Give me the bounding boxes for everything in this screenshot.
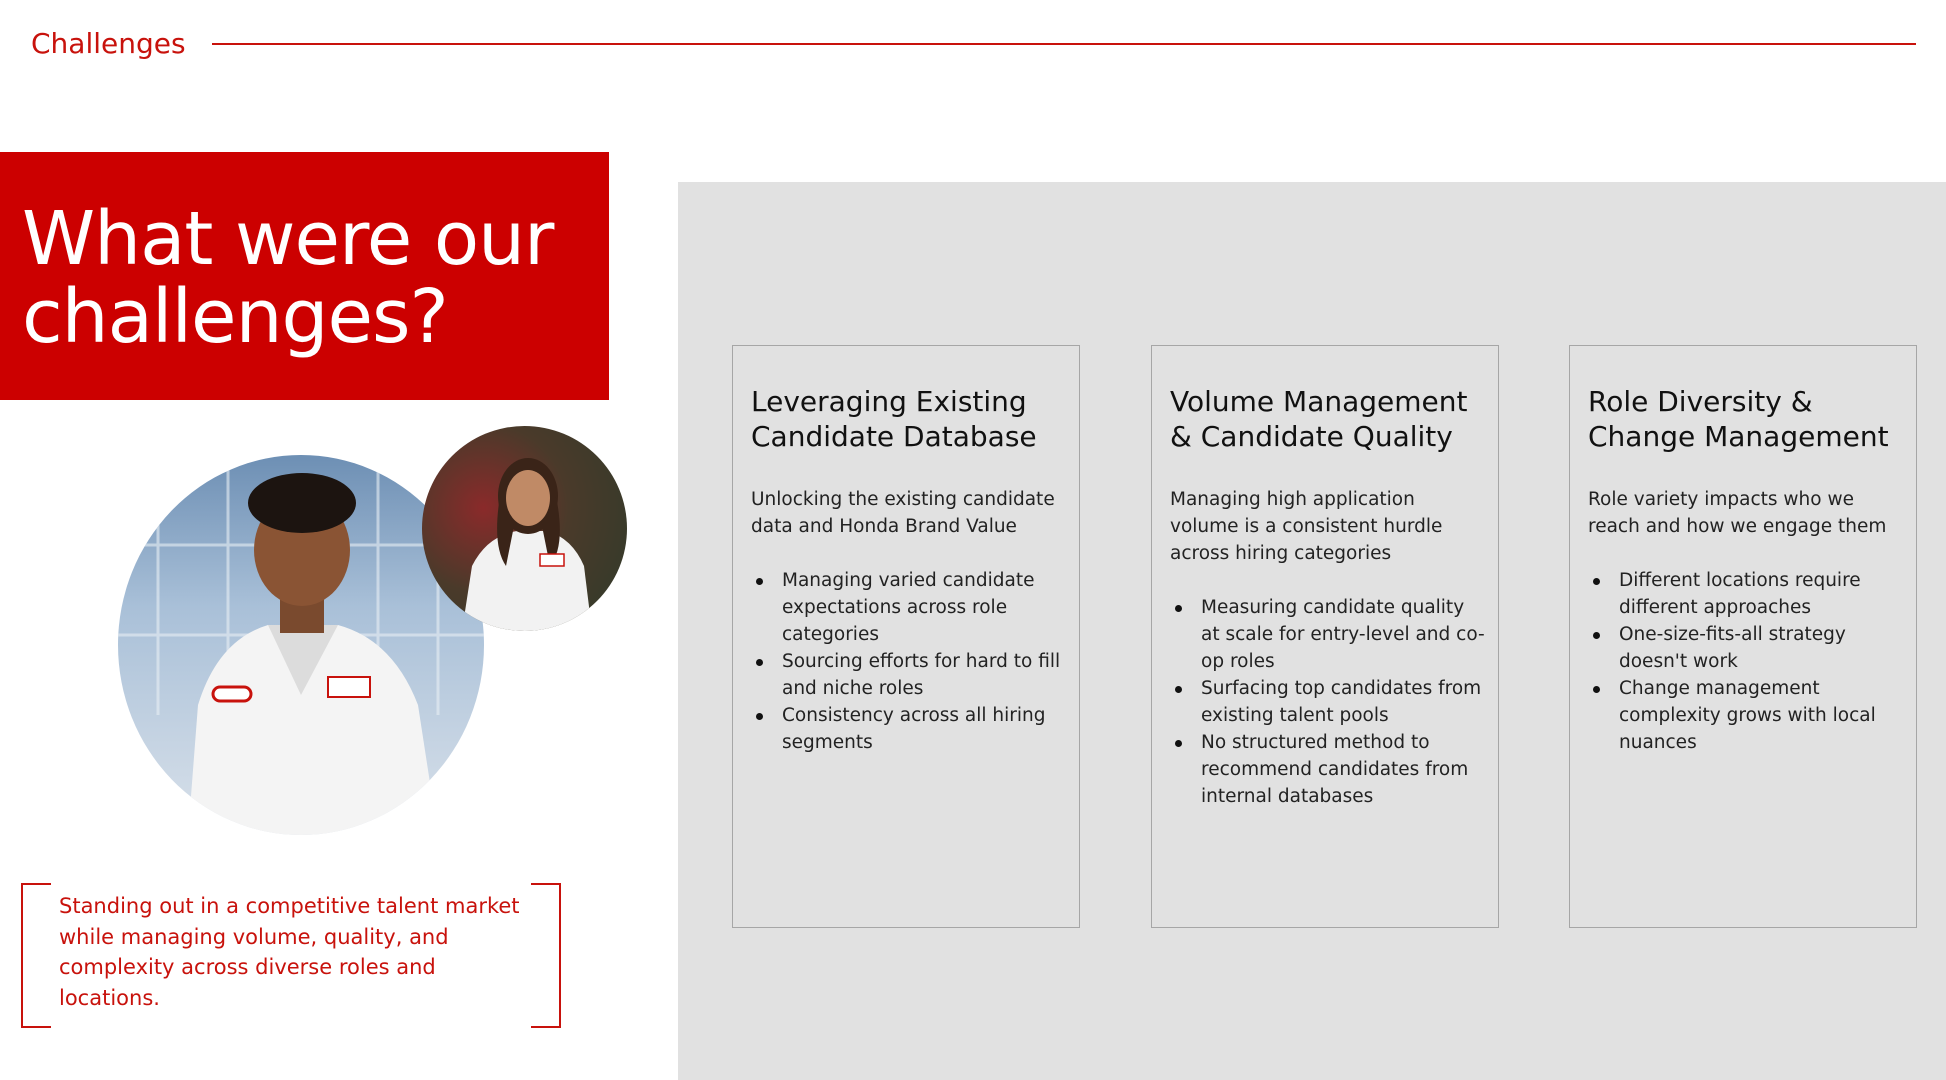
list-item: Managing varied candidate expectations across role categories [751, 567, 1067, 648]
header-divider [212, 43, 1916, 45]
list-item: Consistency across all hiring segments [751, 702, 1067, 756]
quote-text: Standing out in a competitive talent market while managing volume, quality, and complexity across diverse roles and locations. [59, 894, 520, 1010]
quote-bracket-right [531, 883, 561, 1028]
person-photo-icon [422, 426, 627, 631]
slide-title [22, 196, 602, 360]
section-label: Challenges [31, 27, 186, 60]
card-title [1588, 384, 1908, 454]
list-item: Different locations require different approaches [1588, 567, 1904, 621]
card-bullet-list [1170, 594, 1486, 810]
card-title-line-1: Volume Management [1170, 385, 1468, 418]
challenge-card-volume [1151, 345, 1499, 928]
slide-title-line-1: What were our [22, 196, 554, 282]
card-title [1170, 384, 1490, 454]
challenge-card-database [732, 345, 1080, 928]
card-title-line-1: Leveraging Existing [751, 385, 1027, 418]
card-bullet-list [1588, 567, 1904, 756]
quote-callout [21, 883, 561, 1028]
list-item: One-size-fits-all strategy doesn't work [1588, 621, 1904, 675]
list-item: Change management complexity grows with local nuances [1588, 675, 1904, 756]
list-item: Measuring candidate quality at scale for entry-level and co-op roles [1170, 594, 1486, 675]
slide-title-line-2: challenges? [22, 274, 448, 360]
list-item: No structured method to recommend candidates from internal databases [1170, 729, 1486, 810]
card-title-line-2: Candidate Database [751, 420, 1037, 453]
challenge-card-diversity [1569, 345, 1917, 928]
card-bullet-list [751, 567, 1067, 756]
card-intro: Managing high application volume is a consistent hurdle across hiring categories [1170, 489, 1443, 564]
quote-bracket-left [21, 883, 51, 1028]
list-item: Sourcing efforts for hard to fill and niche roles [751, 648, 1067, 702]
employee-photo-small [422, 426, 627, 631]
title-block [0, 152, 609, 400]
list-item: Surfacing top candidates from existing talent pools [1170, 675, 1486, 729]
card-intro: Role variety impacts who we reach and how we engage them [1588, 489, 1887, 537]
card-title-line-2: & Candidate Quality [1170, 420, 1453, 453]
card-title [751, 384, 1071, 454]
card-title-line-1: Role Diversity & [1588, 385, 1813, 418]
card-title-line-2: Change Management [1588, 420, 1889, 453]
card-intro: Unlocking the existing candidate data and Honda Brand Value [751, 489, 1055, 537]
